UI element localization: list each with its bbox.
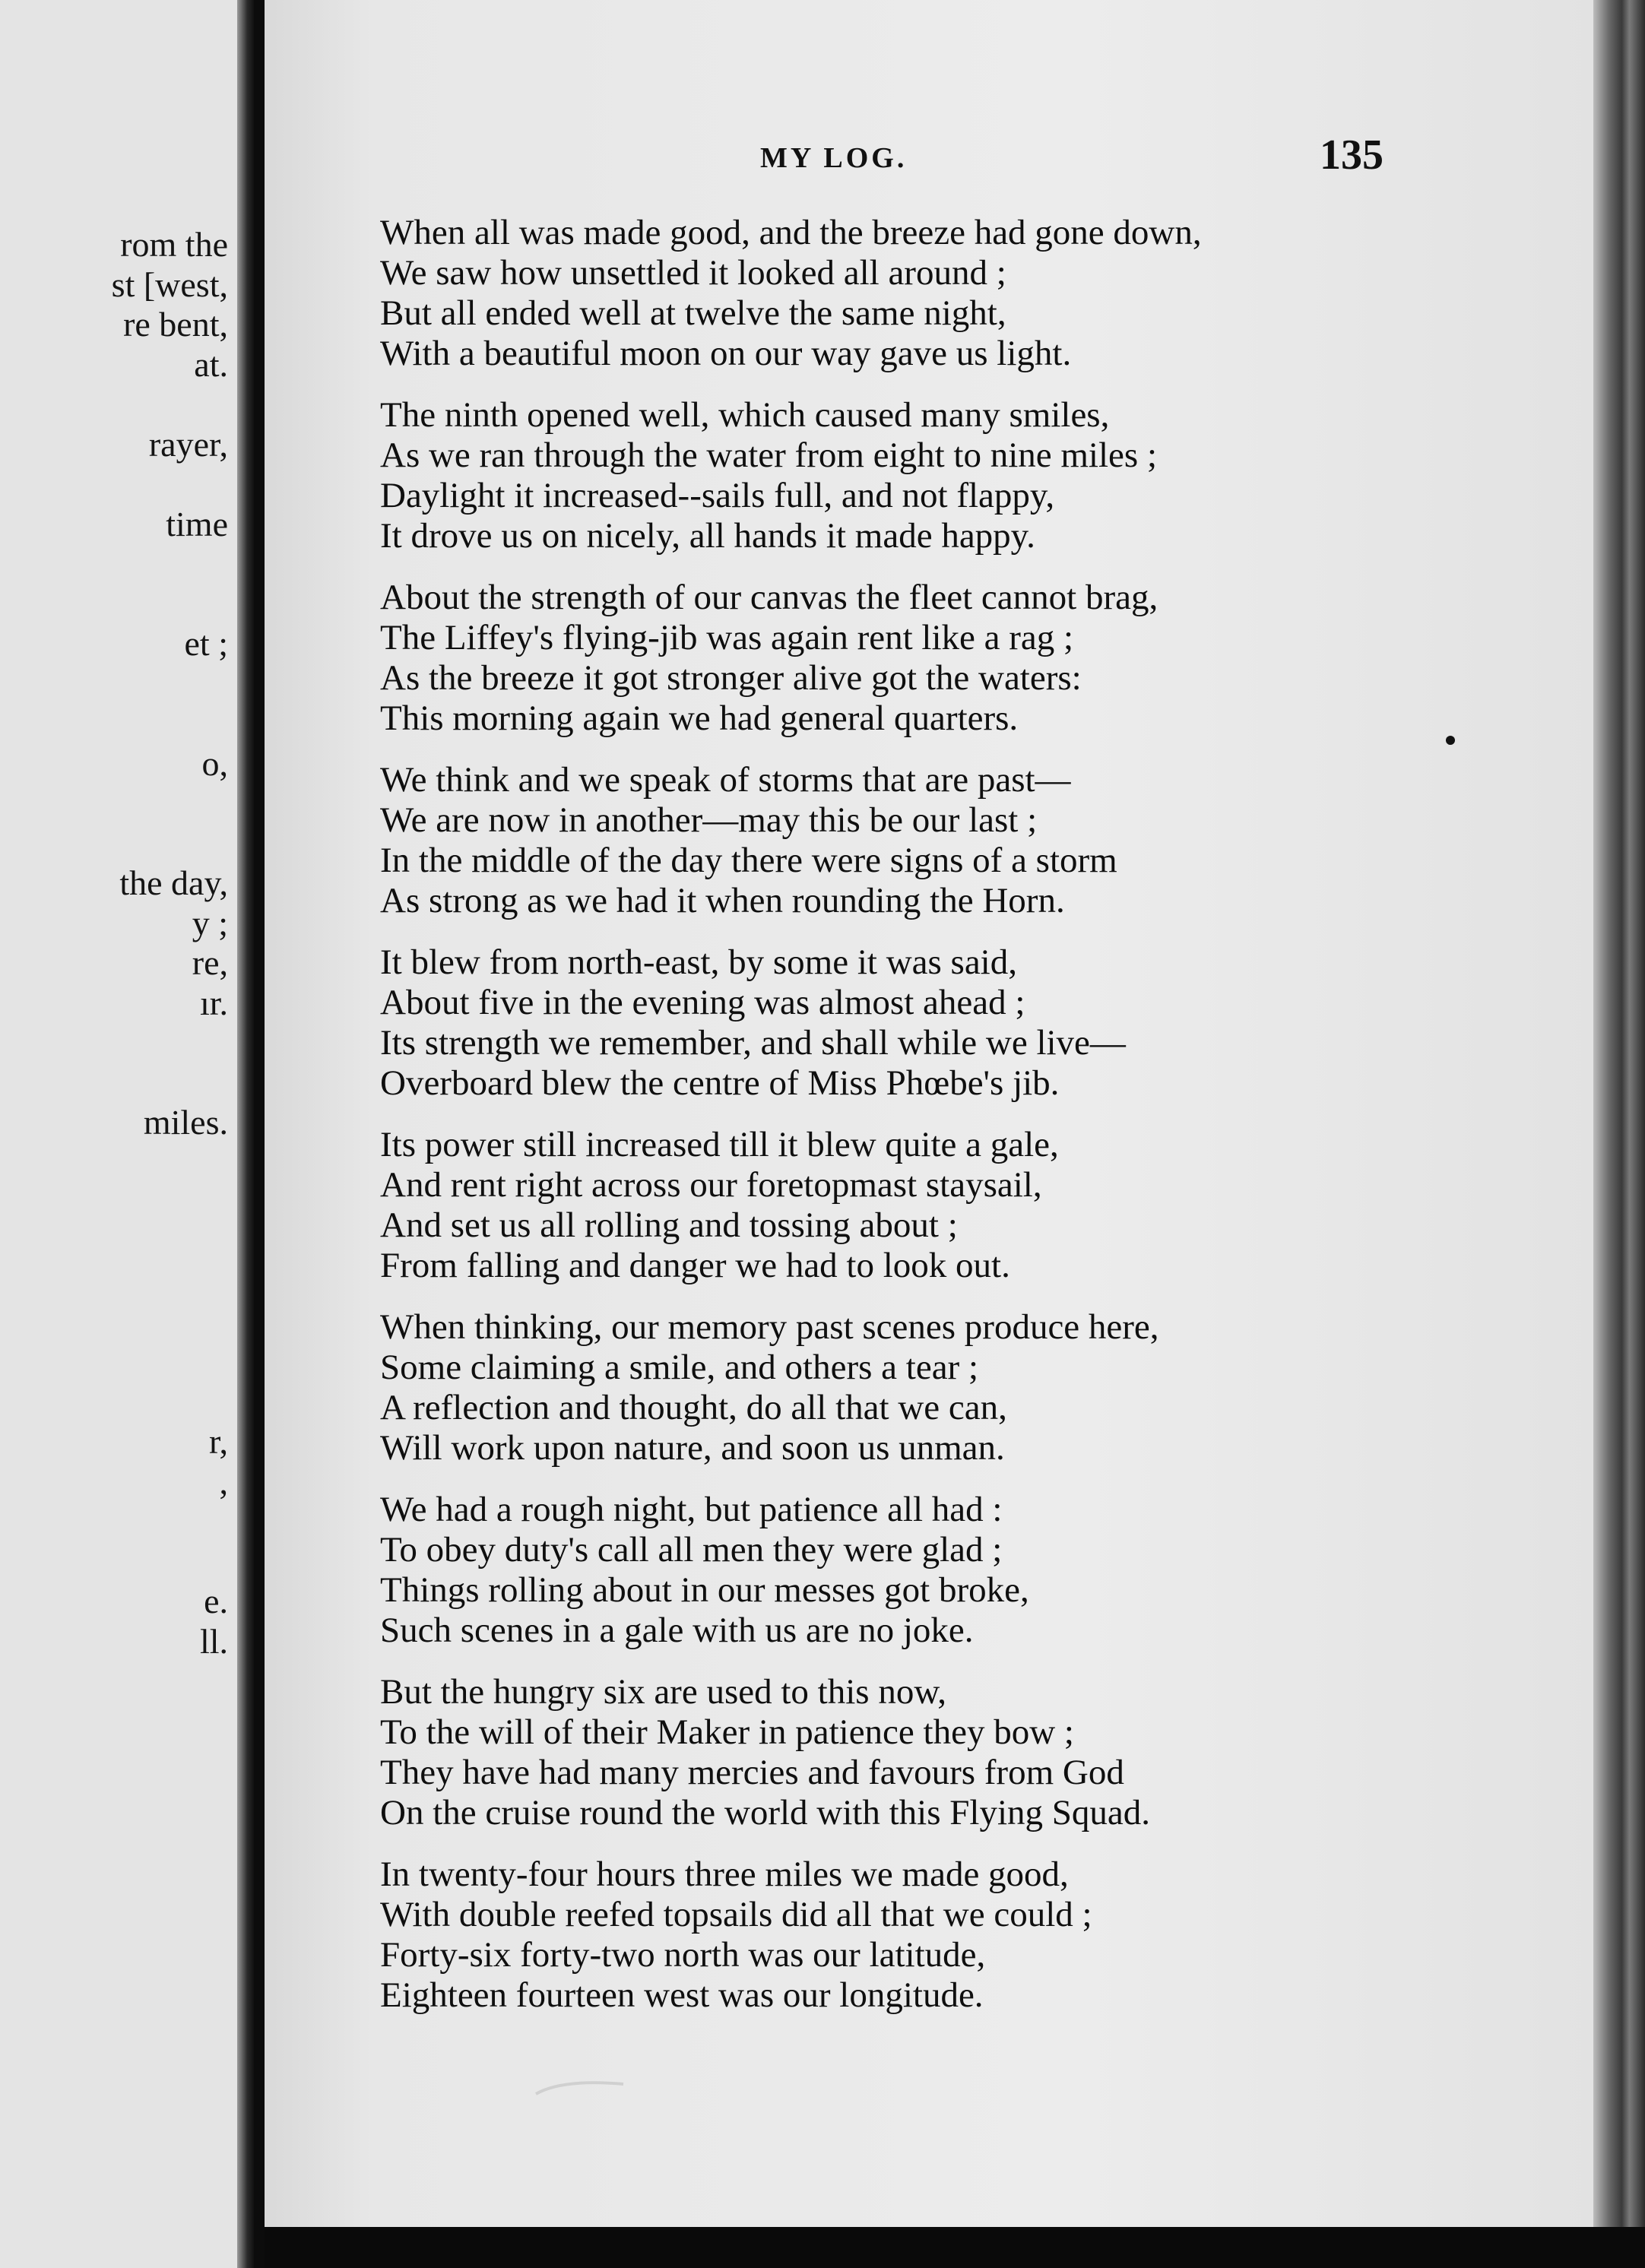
verse-line: From falling and danger we had to look out. (380, 1246, 1010, 1285)
verse-line: It blew from north-east, by some it was said, (380, 942, 1017, 982)
verse-line: But the hungry six are used to this now, (380, 1672, 946, 1712)
left-page-fragment (0, 0, 237, 2268)
verse-line: The Liffey's flying-jib was again rent like a rag ; (380, 618, 1074, 657)
ink-dot (1446, 736, 1455, 745)
running-head: MY LOG. (760, 142, 908, 174)
verse-line: It drove us on nicely, all hands it made happy. (380, 516, 1035, 556)
verse-line: We are now in another—may this be our last ; (380, 800, 1038, 840)
left-page-line: time (166, 504, 228, 543)
left-page-line: re, (192, 943, 228, 982)
verse-line: As we ran through the water from eight to nine miles ; (380, 436, 1157, 475)
left-page-line: ır. (199, 983, 228, 1022)
verse-line: They have had many mercies and favours from God (380, 1753, 1124, 1792)
page-bottom-shadow (265, 2227, 1645, 2268)
verse-line: With double reefed topsails did all that we could ; (380, 1895, 1092, 1934)
stanza (380, 942, 1612, 1104)
verse-line: And rent right across our foretopmast staysail, (380, 1165, 1042, 1205)
verse-line: Its power still increased till it blew quite a gale, (380, 1125, 1059, 1164)
verse-line: But all ended well at twelve the same night, (380, 293, 1006, 333)
verse-line: To the will of their Maker in patience they bow ; (380, 1712, 1074, 1752)
stanza (380, 1307, 1612, 1468)
verse-line: Things rolling about in our messes got broke, (380, 1570, 1029, 1610)
verse-line: About the strength of our canvas the fleet cannot brag, (380, 578, 1158, 617)
verse-line: Its strength we remember, and shall while we live— (380, 1023, 1126, 1063)
pencil-mark (532, 2075, 684, 2098)
stanza (380, 760, 1612, 921)
left-page-line: at. (194, 344, 228, 384)
verse-line: When all was made good, and the breeze had gone down, (380, 213, 1202, 252)
left-page-line: e. (204, 1582, 228, 1620)
left-page-line: st [west, (111, 264, 228, 304)
left-page-line: the day, (119, 863, 228, 902)
verse-line: In twenty-four hours three miles we made good, (380, 1855, 1069, 1894)
verse-line: This morning again we had general quarters. (380, 698, 1019, 738)
verse-line: Some claiming a smile, and others a tear ; (380, 1348, 979, 1387)
verse-line: As the breeze it got stronger alive got the waters: (380, 658, 1082, 698)
stanza (380, 395, 1612, 556)
verse-line: Such scenes in a gale with us are no joke. (380, 1611, 974, 1650)
verse-line: As strong as we had it when rounding the Horn. (380, 881, 1065, 920)
stanza (380, 1490, 1612, 1651)
verse-line: Daylight it increased--sails full, and not flappy, (380, 476, 1055, 515)
stanza (380, 213, 1612, 374)
verse-line: We had a rough night, but patience all had : (380, 1490, 1003, 1529)
verse-line: To obey duty's call all men they were glad ; (380, 1530, 1003, 1570)
stanza (380, 1855, 1612, 2016)
stanza (380, 1125, 1612, 1286)
verse-line: And set us all rolling and tossing about ; (380, 1205, 958, 1245)
verse-line: The ninth opened well, which caused many smiles, (380, 395, 1110, 435)
verse-line: With a beautiful moon on our way gave us light. (380, 334, 1072, 373)
verse-line: About five in the evening was almost ahead ; (380, 983, 1025, 1022)
left-page-line: et ; (184, 624, 228, 663)
verse-line: Will work upon nature, and soon us unman. (380, 1428, 1005, 1468)
verse-line: On the cruise round the world with this Flying Squad. (380, 1793, 1151, 1832)
page-number: 135 (1320, 131, 1384, 179)
left-page-line: o, (201, 743, 228, 783)
verse-line: Forty-six forty-two north was our latitude, (380, 1935, 986, 1975)
verse-line: When thinking, our memory past scenes produce here, (380, 1307, 1159, 1347)
verse-line: We saw how unsettled it looked all around ; (380, 253, 1006, 293)
left-page-line: miles. (143, 1103, 228, 1142)
left-page-line: rayer, (148, 424, 228, 464)
verse-line: We think and we speak of storms that are past— (380, 760, 1071, 800)
left-page-line: ll. (199, 1621, 228, 1661)
book-gutter (254, 0, 265, 2268)
left-page-line: , (219, 1462, 228, 1501)
stanza (380, 1672, 1612, 1833)
left-page-edge (237, 0, 254, 2268)
verse-line: Eighteen fourteen west was our longitude. (380, 1975, 984, 2015)
left-page-line: rom the (120, 225, 228, 264)
left-page-line: r, (209, 1422, 228, 1461)
left-page-line: re bent, (123, 305, 228, 344)
stanza (380, 578, 1612, 739)
verse-line: A reflection and thought, do all that we can, (380, 1388, 1007, 1427)
verse-line: In the middle of the day there were signs of a storm (380, 841, 1117, 880)
poem-body (380, 213, 1612, 2037)
verse-line: Overboard blew the centre of Miss Phœbe's jib. (380, 1063, 1060, 1103)
left-page-line: y ; (192, 903, 228, 942)
